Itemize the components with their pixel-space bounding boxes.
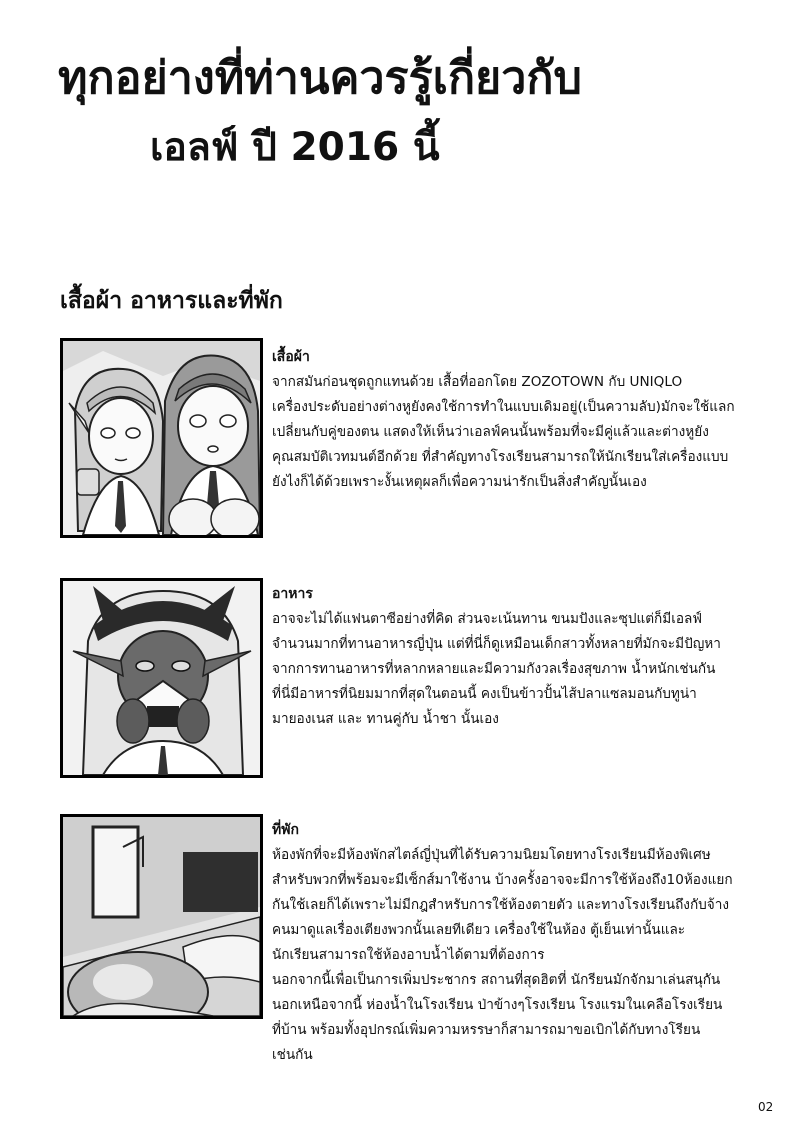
illustration-food-art [63, 581, 260, 775]
section-text-line: ยังไงก็ได้ด้วยเพราะงั้นเหตุผลก็เพื่อความน่ารักเป็นสิ่งสำคัญนั้นเอง [272, 474, 647, 490]
section-heading-food: อาหาร [272, 586, 313, 602]
page-title-line-2: เอลฟ์ ปี 2016 นี้ [150, 125, 440, 170]
section-text-line: มายองเนส และ ทานคู่กับ น้ำชา นั้นเอง [272, 711, 499, 727]
page-title-line-1: ทุกอย่างที่ท่านควรรู้เกี่ยวกับ [58, 51, 582, 104]
illustration-clothing [60, 338, 263, 538]
section-text-line: เครื่องประดับอย่างต่างหูยังคงใช้การทำในแบบเดิมอยู่(เป็นความลับ)มักจะใช้แลก [272, 399, 735, 415]
illustration-housing-art [63, 817, 260, 1016]
section-text-line: ที่บ้าน พร้อมทั้งอุปกรณ์เพิ่มความหรรษาก็สามารถมาขอเบิกได้กับทางโรียน [272, 1022, 701, 1038]
page-number: 02 [758, 1100, 774, 1114]
section-text-line: จำนวนมากที่ทานอาหารญี่ปุ่น แต่ที่นี่ก็ดูเหมือนเด็กสาวทั้งหลายที่มักจะมีปัญหา [272, 636, 721, 652]
section-housing [272, 818, 787, 1068]
section-heading-clothing: เสื้อผ้า [272, 349, 310, 365]
section-text-line: เช่นกัน [272, 1047, 313, 1063]
section-text-line: นอกจากนี้เพื่อเป็นการเพิ่มประชากร สถานที่สุดฮิตที่ นักรียนมักจักมาเล่นสนุกัน [272, 972, 721, 988]
section-text-line: นักเรียนสามารถใช้ห้องอาบน้ำได้ตามที่ต้องการ [272, 947, 545, 963]
illustration-clothing-art [63, 341, 260, 535]
section-text-line: นอกเหนือจากนี้ ห่องน้ำในโรงเรียน ป่าข้างๆโรงเรียน โรงแรมในเคลือโรงเรียน [272, 997, 723, 1013]
section-text-line: จากการทานอาหารที่หลากหลายและมีความกังวลเรื่องสุขภาพ น้ำหนักเช่นกัน [272, 661, 716, 677]
section-clothing [272, 345, 787, 495]
section-heading: เสื้อผ้า อาหารและที่พัก [60, 288, 283, 314]
section-text-line: จากสมันก่อนชุดถูกแทนด้วย เสื้อที่ออกโดย ZOZOTOWN กับ UNIQLO [272, 374, 683, 390]
illustration-food [60, 578, 263, 778]
section-text-line: ที่นี่มีอาหารที่นิยมมากที่สุดในตอนนี้ คงเป็นข้าวปั้นไส้ปลาแซลมอนกับทูน่า [272, 686, 697, 702]
section-text-line: ห้องพักที่จะมีห้องพักสไตล์ญี่ปุ่นที่ได้รับความนิยมโดยทางโรงเรียนมีห้องพิเศษ [272, 847, 711, 863]
section-text-line: สำหรับพวกที่พร้อมจะมีเซ็กส์มาใช้งาน บ้างครั้งอาจจะมีการใช้ห้องถึง10ห้องแยก [272, 872, 733, 888]
section-food [272, 582, 787, 732]
section-text-line: เปลี่ยนกับคู่ของตน แสดงให้เห็นว่าเอลฟ์คนนั้นพร้อมที่จะมีคู่แล้วและต่างหูยัง [272, 424, 709, 440]
section-text-line: คุณสมบัติเวทมนต์อีกด้วย ที่สำคัญทางโรงเรียนสามารถให้นักเรียนใส่เครื่องแบบ [272, 449, 729, 465]
section-text-line: กันใช้เลยก็ได้เพราะไม่มีกฎสำหรับการใช้ห้องตายตัว และทางโรงเรียนถึงกับจ้าง [272, 897, 730, 913]
section-text-line: อาจจะไม่ได้แฟนตาซีอย่างที่คิด ส่วนจะเน้นทาน ขนมปังและซุปแต่ก็มีเอลฟ์ [272, 611, 702, 627]
section-heading-housing: ที่พัก [272, 822, 299, 838]
section-text-line: คนมาดูแลเรื่องเตียงพวกนั้นเลยทีเดียว เครื่องใช้ในห้อง ตู้เย็นเท่านั้นและ [272, 922, 686, 938]
illustration-housing [60, 814, 263, 1019]
